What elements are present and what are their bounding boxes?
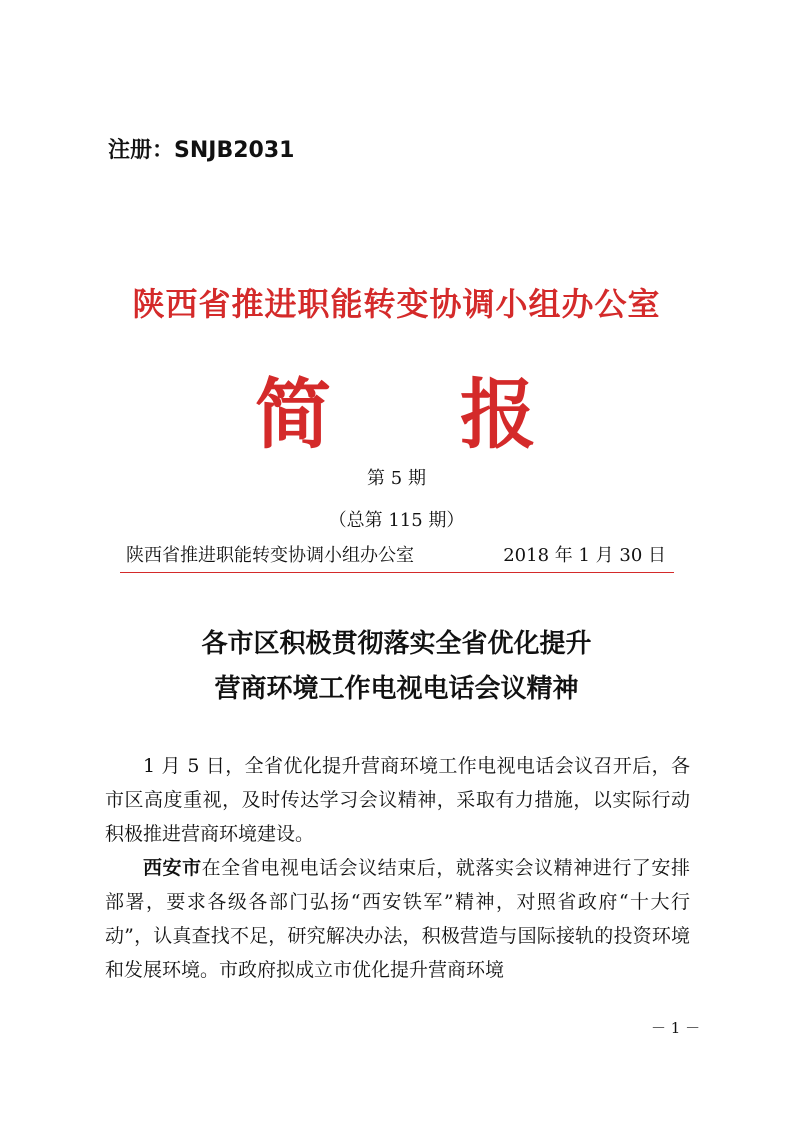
publication-date: 2018 年 1 月 30 日 bbox=[503, 545, 666, 566]
paragraph-lead-city: 西安市 bbox=[143, 857, 202, 879]
bulletin-title-char-1: 简 bbox=[255, 370, 331, 459]
article-paragraph-2 bbox=[105, 851, 690, 987]
article-headline-line-1: 各市区积极贯彻落实全省优化提升 bbox=[201, 629, 592, 659]
publisher-org: 陕西省推进职能转变协调小组办公室 bbox=[126, 545, 414, 566]
publication-line bbox=[126, 542, 674, 570]
header-divider bbox=[120, 572, 674, 573]
bulletin-title-char-2: 报 bbox=[460, 370, 536, 459]
total-issue-number: （总第 115 期） bbox=[328, 510, 465, 531]
article-headline-line-2: 营商环境工作电视电话会议精神 bbox=[214, 674, 579, 704]
paragraph-2-body: 在全省电视电话会议结束后，就落实会议精神进行了安排部署，要求各级各部门弘扬“西安铁军”精神，对照省政府“十大行动”，认真查找不足，研究解决办法，积极营造与国际接轨的投资环境和发展环境。市政府拟成立市优化提升营商环境 bbox=[105, 857, 690, 981]
page-number: － 1 － bbox=[651, 1019, 701, 1037]
registration-number: 注册：SNJB2031 bbox=[108, 138, 295, 163]
article-paragraph-1: 1 月 5 日，全省优化提升营商环境工作电视电话会议召开后，各市区高度重视，及时传达学习会议精神，采取有力措施，以实际行动积极推进营商环境建设。 bbox=[105, 755, 690, 845]
issuer-name: 陕西省推进职能转变协调小组办公室 bbox=[132, 285, 661, 323]
issue-number: 第 5 期 bbox=[367, 468, 426, 489]
